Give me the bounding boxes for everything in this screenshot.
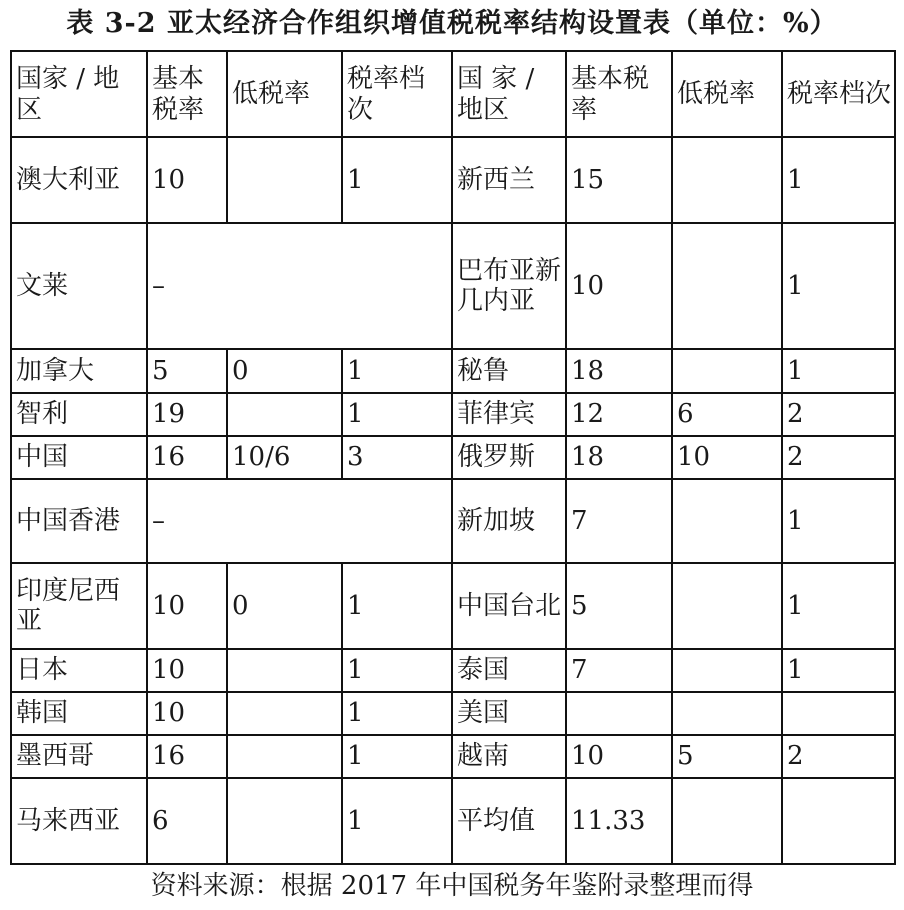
basic-rate-cell: 7 [566, 649, 672, 692]
merged-value-cell: – [147, 479, 452, 563]
country-cell: 墨西哥 [11, 735, 147, 778]
country-cell: 中国 [11, 436, 147, 479]
country-cell: 越南 [452, 735, 566, 778]
low-rate-cell: 0 [227, 349, 342, 393]
basic-rate-cell: 5 [147, 349, 227, 393]
basic-rate-cell: 10 [147, 137, 227, 223]
country-cell: 美国 [452, 692, 566, 735]
basic-rate-cell: 10 [147, 649, 227, 692]
table-row [11, 479, 895, 563]
table-row [11, 349, 895, 393]
header-basic-rate: 基本税率 [566, 51, 672, 137]
rate-tiers-cell: 1 [782, 479, 895, 563]
low-rate-cell [227, 778, 342, 864]
basic-rate-cell: 7 [566, 479, 672, 563]
basic-rate-cell: 18 [566, 349, 672, 393]
header-rate-tiers: 税率档次 [782, 51, 895, 137]
table-header-row [11, 51, 895, 137]
country-cell: 加拿大 [11, 349, 147, 393]
rate-tiers-cell: 1 [782, 563, 895, 649]
header-country: 国 家 / 地区 [452, 51, 566, 137]
rate-tiers-cell: 2 [782, 393, 895, 436]
country-cell: 新西兰 [452, 137, 566, 223]
rate-tiers-cell: 1 [342, 563, 452, 649]
low-rate-cell [672, 692, 782, 735]
low-rate-cell: 0 [227, 563, 342, 649]
rate-tiers-cell [782, 692, 895, 735]
low-rate-cell: 10 [672, 436, 782, 479]
rate-tiers-cell: 1 [342, 649, 452, 692]
country-cell: 巴布亚新几内亚 [452, 223, 566, 349]
low-rate-cell: 10/6 [227, 436, 342, 479]
country-cell: 泰国 [452, 649, 566, 692]
header-rate-tiers: 税率档次 [342, 51, 452, 137]
low-rate-cell [227, 137, 342, 223]
country-cell: 秘鲁 [452, 349, 566, 393]
country-cell: 中国台北 [452, 563, 566, 649]
country-cell: 新加坡 [452, 479, 566, 563]
rate-tiers-cell: 3 [342, 436, 452, 479]
rate-tiers-cell: 2 [782, 436, 895, 479]
low-rate-cell [672, 778, 782, 864]
country-cell: 平均值 [452, 778, 566, 864]
rate-tiers-cell: 1 [342, 349, 452, 393]
basic-rate-cell: 5 [566, 563, 672, 649]
basic-rate-cell: 19 [147, 393, 227, 436]
rate-tiers-cell: 1 [342, 735, 452, 778]
rate-tiers-cell: 1 [782, 649, 895, 692]
low-rate-cell: 5 [672, 735, 782, 778]
rate-tiers-cell: 1 [782, 137, 895, 223]
rate-tiers-cell: 1 [342, 692, 452, 735]
country-cell: 智利 [11, 393, 147, 436]
rate-tiers-cell: 1 [342, 393, 452, 436]
rate-tiers-cell: 1 [342, 778, 452, 864]
basic-rate-cell: 6 [147, 778, 227, 864]
basic-rate-cell: 18 [566, 436, 672, 479]
low-rate-cell [672, 223, 782, 349]
table-row [11, 778, 895, 864]
table-row [11, 393, 895, 436]
low-rate-cell [227, 393, 342, 436]
country-cell: 文莱 [11, 223, 147, 349]
country-cell: 澳大利亚 [11, 137, 147, 223]
source-note: 资料来源：根据 2017 年中国税务年鉴附录整理而得 [150, 871, 754, 901]
country-cell: 俄罗斯 [452, 436, 566, 479]
rate-tiers-cell: 1 [342, 137, 452, 223]
country-cell: 日本 [11, 649, 147, 692]
country-cell: 印度尼西亚 [11, 563, 147, 649]
basic-rate-cell: 16 [147, 436, 227, 479]
basic-rate-cell: 10 [566, 735, 672, 778]
table-row [11, 649, 895, 692]
merged-value-cell: – [147, 223, 452, 349]
table-row [11, 223, 895, 349]
low-rate-cell [672, 479, 782, 563]
header-country: 国家 / 地区 [11, 51, 147, 137]
country-cell: 中国香港 [11, 479, 147, 563]
country-cell: 韩国 [11, 692, 147, 735]
rate-tiers-cell: 1 [782, 349, 895, 393]
basic-rate-cell: 10 [147, 692, 227, 735]
low-rate-cell [227, 649, 342, 692]
header-basic-rate: 基本税率 [147, 51, 227, 137]
table-row [11, 436, 895, 479]
low-rate-cell [227, 735, 342, 778]
low-rate-cell [672, 649, 782, 692]
table-row [11, 137, 895, 223]
low-rate-cell [672, 349, 782, 393]
rate-tiers-cell [782, 778, 895, 864]
basic-rate-cell: 10 [566, 223, 672, 349]
basic-rate-cell: 12 [566, 393, 672, 436]
basic-rate-cell: 15 [566, 137, 672, 223]
header-low-rate: 低税率 [672, 51, 782, 137]
table-row [11, 735, 895, 778]
low-rate-cell: 6 [672, 393, 782, 436]
table-title: 表 3-2 亚太经济合作组织增值税税率结构设置表（单位：%） [66, 8, 838, 39]
rate-tiers-cell: 1 [782, 223, 895, 349]
basic-rate-cell: 16 [147, 735, 227, 778]
vat-rate-table [10, 50, 896, 865]
basic-rate-cell: 11.33 [566, 778, 672, 864]
country-cell: 马来西亚 [11, 778, 147, 864]
country-cell: 菲律宾 [452, 393, 566, 436]
basic-rate-cell [566, 692, 672, 735]
table-row [11, 692, 895, 735]
rate-tiers-cell: 2 [782, 735, 895, 778]
low-rate-cell [672, 137, 782, 223]
table-row [11, 563, 895, 649]
low-rate-cell [672, 563, 782, 649]
basic-rate-cell: 10 [147, 563, 227, 649]
header-low-rate: 低税率 [227, 51, 342, 137]
low-rate-cell [227, 692, 342, 735]
